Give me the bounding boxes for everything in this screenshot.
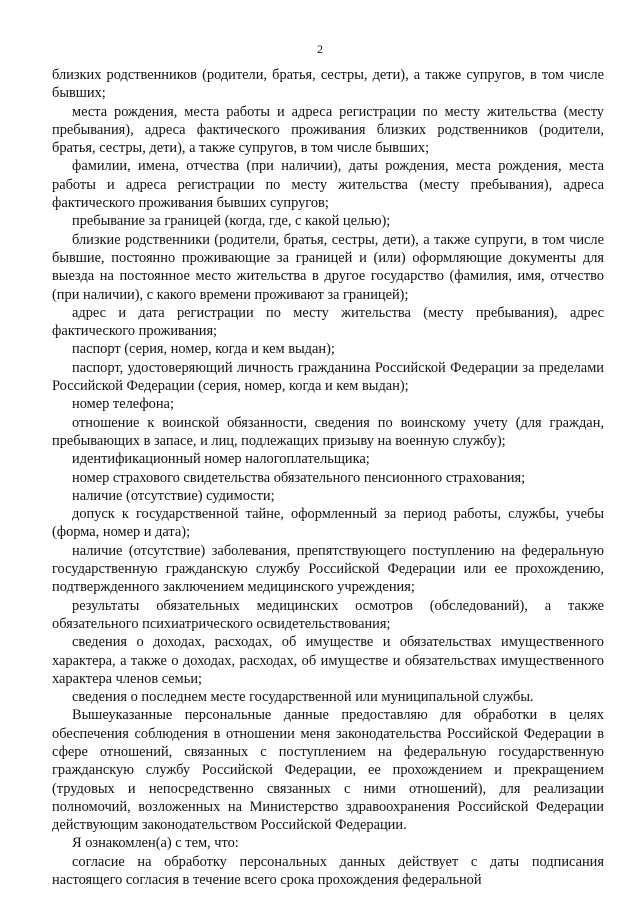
paragraph-consent-duration: согласие на обработку персональных данных действует с даты подписания настоящего согласия в течение всего срока прохождения федеральной <box>52 853 604 889</box>
paragraph-medical-examinations: результаты обязательных медицинских осмотров (обследований), а также обязательного психиатрического освидетельствования; <box>52 597 604 632</box>
paragraph-former-spouses: фамилии, имена, отчества (при наличии), даты рождения, места рождения, места работы и адреса регистрации по месту жительства (месту пребывания), адреса фактического проживания бывших супругов; <box>52 158 604 212</box>
paragraph-state-secret-access: допуск к государственной тайне, оформленный за период работы, службы, учебы (форма, номер и дата); <box>52 506 604 541</box>
paragraph-disease: наличие (отсутствие) заболевания, препятствующего поступлению на федеральную государственную гражданскую службу Российской Федерации или ее прохождению, подтвержденного заключением медицинского учреждения; <box>52 542 604 596</box>
paragraph-phone-number: номер телефона; <box>72 396 174 413</box>
paragraph-income-property: сведения о доходах, расходах, об имуществе и обязательствах имущественного характера, а также о доходах, расходах, об имуществе и обязательствах имущественного характера членов семьи; <box>52 634 604 687</box>
paragraph-relatives-addresses: места рождения, места работы и адреса регистрации по месту жительства (месту пребывания), адреса фактического проживания близких родственников (родители, братья, сестры, дети), а также супругов, в том числе бывших; <box>52 103 604 157</box>
paragraph-foreign-passport: паспорт, удостоверяющий личность гражданина Российской Федерации за пределами Российской Федерации (серия, номер, когда и кем выдан); <box>52 359 604 395</box>
paragraph-stay-abroad: пребывание за границей (когда, где, с какой целью); <box>72 213 391 230</box>
paragraph-pension-insurance: номер страхового свидетельства обязательного пенсионного страхования; <box>72 469 526 486</box>
paragraph-criminal-record: наличие (отсутствие) судимости; <box>72 487 275 504</box>
page-number: 2 <box>317 42 323 56</box>
document-body <box>52 66 604 889</box>
paragraph-relatives-abroad: близкие родственники (родители, братья, сестры, дети), а также супруги, в том числе бывшие, постоянно проживающие за границей и (или) оформляющие документы для выезда на постоянное место жительства в другое государство (фамилия, имя, отчество (при наличии), с какого времени проживают за границей); <box>52 231 604 303</box>
paragraph-passport: паспорт (серия, номер, когда и кем выдан); <box>72 341 335 358</box>
paragraph-processing-purpose: Вышеуказанные персональные данные предоставляю для обработки в целях обеспечения соблюдения в отношении меня законодательства Российской Федерации в сфере отношений, связанных с поступлением на федеральную государственную гражданскую службу Российской Федерации, ее прохождением и прекращением (трудовых и непосредственно связанных с ними отношений), для реализации полномочий, возложенных на Министерство здравоохранения Российской Федерации действующим законодательством Российской Федерации. <box>52 707 604 834</box>
paragraph-taxpayer-number: идентификационный номер налогоплательщика; <box>72 451 370 468</box>
paragraph-relatives-spouses: близких родственников (родители, братья, сестры, дети), а также супругов, в том числе бывших; <box>52 67 604 102</box>
paragraph-last-service: сведения о последнем месте государственной или муниципальной службы. <box>72 689 534 706</box>
paragraph-acknowledgement: Я ознакомлен(а) с тем, что: <box>72 835 239 852</box>
paragraph-military-duty: отношение к воинской обязанности, сведения по воинскому учету (для граждан, пребывающих в запасе, и лиц, подлежащих призыву на военную службу); <box>52 414 604 449</box>
paragraph-registration-address: адрес и дата регистрации по месту жительства (месту пребывания), адрес фактического проживания; <box>52 304 604 340</box>
